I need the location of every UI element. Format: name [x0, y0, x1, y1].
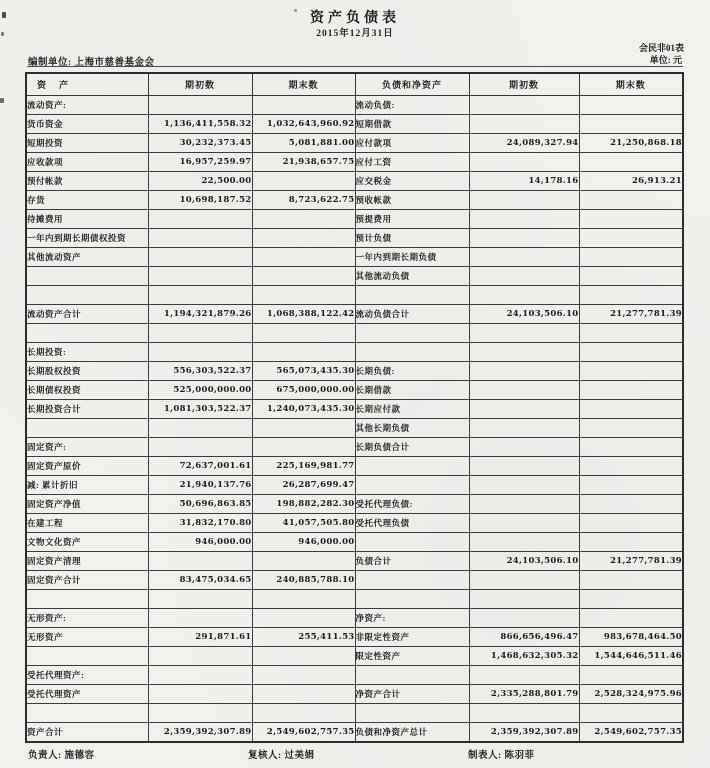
amount-cell — [579, 533, 683, 552]
amount-cell: 22,500.00 — [148, 172, 252, 191]
amount-cell — [148, 666, 252, 685]
amount-cell — [579, 495, 683, 514]
amount-cell — [148, 704, 252, 723]
liability-label-cell — [355, 590, 469, 609]
amount-cell: 225,169,981.77 — [252, 457, 355, 476]
liability-label-cell: 其他流动负债 — [355, 267, 469, 286]
amount-cell — [469, 153, 579, 172]
amount-cell: 31,832,170.80 — [148, 514, 252, 533]
amount-cell — [469, 514, 579, 533]
amount-cell: 16,957,259.97 — [148, 153, 252, 172]
liability-label-cell: 限定性资产 — [355, 647, 469, 666]
amount-cell — [469, 191, 579, 210]
amount-cell — [469, 476, 579, 495]
amount-cell — [252, 419, 355, 438]
table-row — [26, 590, 683, 609]
table-row — [26, 647, 683, 666]
col-header-liabilities-closing: 期末数 — [579, 73, 683, 96]
col-header-liabilities: 负债和净资产 — [355, 73, 469, 96]
asset-label-cell: 长期股权投资 — [26, 362, 148, 381]
amount-cell: 83,475,034.65 — [148, 571, 252, 590]
amount-cell: 675,000,000.00 — [252, 381, 355, 400]
preparer-label: 制表人: — [468, 751, 505, 761]
header-rule — [27, 66, 683, 67]
amount-cell — [148, 229, 252, 248]
asset-label-cell: 短期投资 — [26, 134, 148, 153]
amount-cell — [469, 666, 579, 685]
table-row — [26, 286, 683, 305]
amount-cell — [469, 210, 579, 229]
amount-cell — [579, 267, 683, 286]
liability-label-cell — [355, 324, 469, 343]
table-row — [26, 571, 683, 590]
amount-cell — [579, 229, 683, 248]
amount-cell: 26,913.21 — [579, 172, 683, 191]
amount-cell — [579, 324, 683, 343]
amount-cell — [252, 343, 355, 362]
liability-label-cell: 预计负债 — [355, 229, 469, 248]
amount-cell: 5,081,881.00 — [252, 134, 355, 153]
amount-cell: 1,544,646,511.46 — [579, 647, 683, 666]
asset-label-cell: 待摊费用 — [26, 210, 148, 229]
amount-cell — [148, 96, 252, 115]
asset-label-cell: 固定资产原价 — [26, 457, 148, 476]
amount-cell — [252, 96, 355, 115]
amount-cell: 1,136,411,558.32 — [148, 115, 252, 134]
amount-cell: 24,103,506.10 — [469, 305, 579, 324]
asset-label-cell: 减: 累计折旧 — [26, 476, 148, 495]
liability-label-cell: 负债合计 — [355, 552, 469, 571]
reviewer-label: 复核人: — [248, 751, 285, 761]
table-row — [26, 305, 683, 324]
footer-reviewer — [248, 747, 315, 761]
amount-cell — [579, 381, 683, 400]
asset-label-cell: 无形资产 — [26, 628, 148, 647]
liability-label-cell — [355, 457, 469, 476]
table-row — [26, 343, 683, 362]
asset-label-cell: 无形资产: — [26, 609, 148, 628]
reviewer-name: 过美娟 — [284, 751, 315, 761]
amount-cell: 26,287,699.47 — [252, 476, 355, 495]
liability-label-cell: 净资产: — [355, 609, 469, 628]
amount-cell — [469, 590, 579, 609]
amount-cell — [579, 286, 683, 305]
table-row — [26, 495, 683, 514]
amount-cell — [252, 286, 355, 305]
amount-cell — [469, 381, 579, 400]
liability-label-cell: 预提费用 — [355, 210, 469, 229]
amount-cell — [252, 172, 355, 191]
liability-label-cell — [355, 571, 469, 590]
balance-sheet-table — [25, 72, 684, 743]
amount-cell — [579, 476, 683, 495]
amount-cell — [579, 362, 683, 381]
amount-cell — [148, 552, 252, 571]
amount-cell: 72,637,001.61 — [148, 457, 252, 476]
asset-label-cell: 长期投资合计 — [26, 400, 148, 419]
amount-cell — [252, 229, 355, 248]
liability-label-cell: 短期借款 — [355, 115, 469, 134]
liability-label-cell: 负债和净资产总计 — [355, 723, 469, 743]
amount-cell — [252, 438, 355, 457]
liability-label-cell: 受托代理负债 — [355, 514, 469, 533]
amount-cell — [148, 324, 252, 343]
amount-cell — [148, 267, 252, 286]
table-row — [26, 533, 683, 552]
asset-label-cell: 受托代理资产 — [26, 685, 148, 704]
amount-cell — [148, 248, 252, 267]
asset-label-cell — [26, 419, 148, 438]
asset-label-cell — [26, 286, 148, 305]
liability-label-cell — [355, 533, 469, 552]
asset-label-cell — [26, 267, 148, 286]
asset-label-cell — [26, 704, 148, 723]
liability-label-cell — [355, 666, 469, 685]
asset-label-cell: 流动资产合计 — [26, 305, 148, 324]
amount-cell — [579, 419, 683, 438]
table-row — [26, 704, 683, 723]
amount-cell — [469, 343, 579, 362]
amount-cell: 24,103,506.10 — [469, 552, 579, 571]
asset-label-cell: 一年内到期长期债权投资 — [26, 229, 148, 248]
table-row — [26, 210, 683, 229]
table-row — [26, 419, 683, 438]
preparer-name: 陈羽菲 — [504, 751, 535, 761]
asset-label-cell: 应收款项 — [26, 153, 148, 172]
amount-cell — [252, 647, 355, 666]
amount-cell — [469, 419, 579, 438]
table-row — [26, 400, 683, 419]
amount-cell: 255,411.53 — [252, 628, 355, 647]
liability-label-cell: 应付工资 — [355, 153, 469, 172]
amount-cell — [579, 343, 683, 362]
amount-cell — [579, 514, 683, 533]
amount-cell — [579, 210, 683, 229]
liability-label-cell: 应付款项 — [355, 134, 469, 153]
amount-cell: 2,335,288,801.79 — [469, 685, 579, 704]
table-row — [26, 362, 683, 381]
amount-cell: 2,528,324,975.96 — [579, 685, 683, 704]
amount-cell — [579, 438, 683, 457]
amount-cell — [469, 286, 579, 305]
amount-cell: 1,081,303,522.37 — [148, 400, 252, 419]
amount-cell — [579, 96, 683, 115]
amount-cell — [579, 571, 683, 590]
amount-cell — [252, 704, 355, 723]
liability-label-cell: 流动负债: — [355, 96, 469, 115]
amount-cell — [148, 609, 252, 628]
table-body — [26, 96, 683, 743]
table-row — [26, 457, 683, 476]
amount-cell: 21,277,781.39 — [579, 305, 683, 324]
amount-cell — [252, 609, 355, 628]
asset-label-cell — [26, 647, 148, 666]
amount-cell: 525,000,000.00 — [148, 381, 252, 400]
asset-label-cell: 固定资产净值 — [26, 495, 148, 514]
amount-cell — [469, 533, 579, 552]
asset-label-cell: 受托代理资产: — [26, 666, 148, 685]
col-header-liabilities-opening: 期初数 — [469, 73, 579, 96]
liability-label-cell — [355, 286, 469, 305]
table-row — [26, 514, 683, 533]
amount-cell: 24,089,327.94 — [469, 134, 579, 153]
table-row — [26, 666, 683, 685]
table-row — [26, 476, 683, 495]
col-header-assets-opening: 期初数 — [148, 73, 252, 96]
asset-label-cell: 资产合计 — [26, 723, 148, 743]
table-header-row — [26, 73, 683, 96]
liability-label-cell — [355, 343, 469, 362]
table-row — [26, 628, 683, 647]
amount-cell: 946,000.00 — [252, 533, 355, 552]
liability-label-cell: 长期负债合计 — [355, 438, 469, 457]
amount-cell: 2,549,602,757.35 — [579, 723, 683, 743]
responsible-label: 负责人: — [28, 751, 65, 761]
amount-cell — [252, 552, 355, 571]
amount-cell — [252, 324, 355, 343]
table-row — [26, 685, 683, 704]
signature-row — [0, 747, 710, 761]
amount-cell: 240,885,788.10 — [252, 571, 355, 590]
amount-cell: 8,723,622.75 — [252, 191, 355, 210]
amount-cell — [579, 457, 683, 476]
amount-cell: 1,468,632,305.32 — [469, 647, 579, 666]
amount-cell: 10,698,187.52 — [148, 191, 252, 210]
amount-cell: 41,057,505.80 — [252, 514, 355, 533]
asset-label-cell: 在建工程 — [26, 514, 148, 533]
amount-cell — [469, 248, 579, 267]
table-row — [26, 134, 683, 153]
asset-label-cell — [26, 324, 148, 343]
amount-cell — [469, 571, 579, 590]
amount-cell — [469, 229, 579, 248]
amount-cell: 556,303,522.37 — [148, 362, 252, 381]
amount-cell — [148, 590, 252, 609]
asset-label-cell: 固定资产清理 — [26, 552, 148, 571]
document-title: 资产负债表 — [310, 11, 400, 26]
amount-cell: 21,940,137.76 — [148, 476, 252, 495]
table-header — [26, 73, 683, 96]
amount-cell — [252, 685, 355, 704]
asset-label-cell — [26, 590, 148, 609]
amount-cell — [148, 647, 252, 666]
table-row — [26, 172, 683, 191]
asset-label-cell: 流动资产: — [26, 96, 148, 115]
table-row — [26, 324, 683, 343]
amount-cell — [252, 267, 355, 286]
liability-label-cell: 流动负债合计 — [355, 305, 469, 324]
asset-label-cell: 其他流动资产 — [26, 248, 148, 267]
table-row — [26, 248, 683, 267]
responsible-name: 施德容 — [64, 751, 95, 761]
footer-preparer — [468, 747, 535, 761]
amount-cell — [469, 96, 579, 115]
amount-cell — [579, 248, 683, 267]
table-row — [26, 229, 683, 248]
amount-cell: 866,656,496.47 — [469, 628, 579, 647]
amount-cell — [469, 267, 579, 286]
form-code: 会民非01表 — [638, 43, 684, 53]
liability-label-cell: 非限定性资产 — [355, 628, 469, 647]
amount-cell — [579, 115, 683, 134]
amount-cell — [579, 609, 683, 628]
liability-label-cell: 一年内到期长期负债 — [355, 248, 469, 267]
asset-label-cell: 长期债权投资 — [26, 381, 148, 400]
table-row — [26, 552, 683, 571]
amount-cell — [579, 704, 683, 723]
amount-cell: 21,277,781.39 — [579, 552, 683, 571]
liability-label-cell: 其他长期负债 — [355, 419, 469, 438]
liability-label-cell: 受托代理负债: — [355, 495, 469, 514]
unit-label: 单位: 元 — [649, 55, 682, 65]
prepared-by-value: 上海市慈善基金会 — [74, 58, 155, 68]
amount-cell — [579, 191, 683, 210]
amount-cell — [148, 685, 252, 704]
asset-label-cell: 固定资产合计 — [26, 571, 148, 590]
amount-cell — [469, 495, 579, 514]
liability-label-cell: 净资产合计 — [355, 685, 469, 704]
prepared-by-label: 编制单位: — [28, 58, 75, 68]
amount-cell: 2,549,602,757.35 — [252, 723, 355, 743]
amount-cell: 291,871.61 — [148, 628, 252, 647]
amount-cell: 21,250,868.18 — [579, 134, 683, 153]
asset-label-cell: 存货 — [26, 191, 148, 210]
liability-label-cell — [355, 476, 469, 495]
table-row — [26, 381, 683, 400]
asset-label-cell: 文物文化资产 — [26, 533, 148, 552]
document-date: 2015年12月31日 — [316, 29, 394, 39]
col-header-assets-closing: 期末数 — [252, 73, 355, 96]
amount-cell — [579, 400, 683, 419]
amount-cell — [469, 704, 579, 723]
table-row — [26, 267, 683, 286]
table-row — [26, 609, 683, 628]
liability-label-cell — [355, 704, 469, 723]
amount-cell: 21,938,657.75 — [252, 153, 355, 172]
liability-label-cell: 预收帐款 — [355, 191, 469, 210]
amount-cell — [469, 324, 579, 343]
asset-label-cell: 货币资金 — [26, 115, 148, 134]
asset-label-cell: 固定资产: — [26, 438, 148, 457]
table-row — [26, 723, 683, 743]
liability-label-cell: 长期借款 — [355, 381, 469, 400]
amount-cell: 1,240,073,435.30 — [252, 400, 355, 419]
footer-responsible — [28, 747, 95, 761]
amount-cell — [148, 438, 252, 457]
liability-label-cell: 长期负债: — [355, 362, 469, 381]
amount-cell: 1,032,643,960.92 — [252, 115, 355, 134]
amount-cell — [469, 609, 579, 628]
asset-label-cell: 长期投资: — [26, 343, 148, 362]
asset-label-cell: 预付帐款 — [26, 172, 148, 191]
amount-cell: 2,359,392,307.89 — [148, 723, 252, 743]
amount-cell — [148, 210, 252, 229]
table-row — [26, 191, 683, 210]
amount-cell: 1,068,388,122.42 — [252, 305, 355, 324]
amount-cell: 50,696,863.85 — [148, 495, 252, 514]
amount-cell — [469, 400, 579, 419]
amount-cell: 983,678,464.50 — [579, 628, 683, 647]
amount-cell — [148, 286, 252, 305]
liability-label-cell: 应交税金 — [355, 172, 469, 191]
amount-cell — [252, 210, 355, 229]
amount-cell: 946,000.00 — [148, 533, 252, 552]
amount-cell — [148, 343, 252, 362]
table-row — [26, 115, 683, 134]
table-row — [26, 153, 683, 172]
amount-cell: 198,882,282.30 — [252, 495, 355, 514]
liability-label-cell: 长期应付款 — [355, 400, 469, 419]
amount-cell — [469, 362, 579, 381]
amount-cell — [469, 457, 579, 476]
amount-cell — [469, 115, 579, 134]
amount-cell — [252, 666, 355, 685]
amount-cell — [579, 590, 683, 609]
amount-cell: 14,178.16 — [469, 172, 579, 191]
table-row — [26, 438, 683, 457]
amount-cell — [148, 419, 252, 438]
scan-speck — [0, 98, 4, 103]
amount-cell: 30,232,373.45 — [148, 134, 252, 153]
amount-cell — [579, 666, 683, 685]
table-row — [26, 96, 683, 115]
amount-cell — [252, 590, 355, 609]
amount-cell: 2,359,392,307.89 — [469, 723, 579, 743]
amount-cell — [579, 153, 683, 172]
amount-cell — [469, 438, 579, 457]
amount-cell: 565,073,435.30 — [252, 362, 355, 381]
amount-cell: 1,194,321,879.26 — [148, 305, 252, 324]
col-header-assets: 资 产 — [26, 73, 148, 96]
amount-cell — [252, 248, 355, 267]
